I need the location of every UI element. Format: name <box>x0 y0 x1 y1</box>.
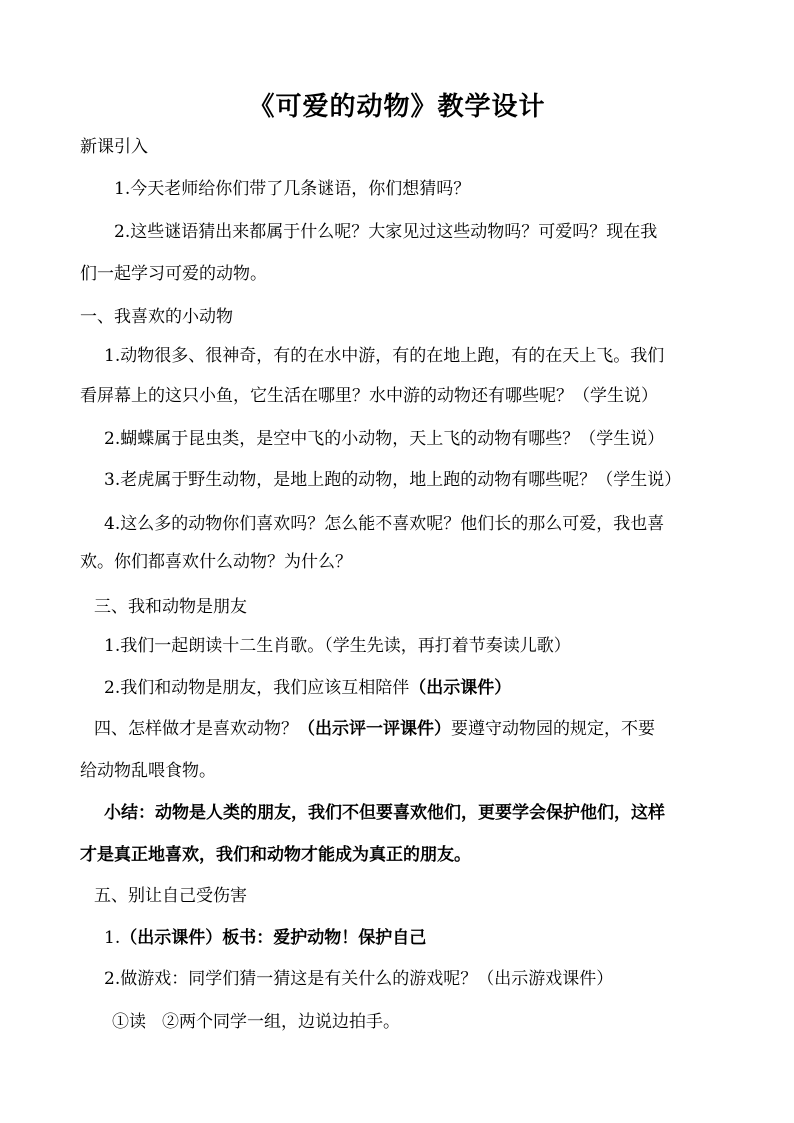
section-4-line-2: 给动物乱喂食物。 <box>80 761 216 781</box>
section-3-heading: 三、我和动物是朋友 <box>94 597 247 617</box>
section-1-paragraph-2: 2.蝴蝶属于昆虫类，是空中飞的小动物，天上飞的动物有哪些？（学生说） <box>104 429 665 449</box>
section-3-paragraph-2-text: 2.我们和动物是朋友，我们应该互相陪伴 <box>104 678 410 698</box>
section-5-paragraph-1 <box>104 926 426 950</box>
summary-line-2: 才是真正地喜欢，我们和动物才能成为真正的朋友。 <box>80 845 471 865</box>
section-5-paragraph-1-number: 1. <box>104 928 121 948</box>
section-4-heading-rest: 要遵守动物园的规定，不要 <box>451 719 655 739</box>
section-3-paragraph-2 <box>104 676 511 700</box>
summary-line-1: 小结：动物是人类的朋友，我们不但要喜欢他们，更要学会保护他们，这样 <box>104 803 665 823</box>
section-5-paragraph-2: 2.做游戏：同学们猜一猜这是有关什么的游戏呢？（出示游戏课件） <box>104 969 614 989</box>
intro-paragraph-2-line-2: 们一起学习可爱的动物。 <box>80 264 267 284</box>
section-1-paragraph-1-line-1: 1.动物很多、很神奇，有的在水中游，有的在地上跑，有的在天上飞。我们 <box>104 346 665 366</box>
section-1-paragraph-4-line-2: 欢。你们都喜欢什么动物？为什么？ <box>80 552 352 572</box>
section-1-heading: 一、我喜欢的小动物 <box>80 307 233 327</box>
intro-paragraph-1: 1.今天老师给你们带了几条谜语，你们想猜吗？ <box>114 179 471 199</box>
section-1-paragraph-1-line-2: 看屏幕上的这只小鱼，它生活在哪里？水中游的动物还有哪些呢？（学生说） <box>80 386 658 406</box>
section-5-heading: 五、别让自己受伤害 <box>94 886 247 906</box>
section-4-courseware-note: （出示评一评课件） <box>298 719 451 739</box>
section-4-heading-text: 四、怎样做才是喜欢动物？ <box>94 719 298 739</box>
intro-paragraph-2-line-1: 2.这些谜语猜出来都属于什么呢？大家见过这些动物吗？可爱吗？现在我 <box>114 222 658 242</box>
section-1-paragraph-4-line-1: 4.这么多的动物你们喜欢吗？怎么能不喜欢呢？他们长的那么可爱，我也喜 <box>104 514 665 534</box>
section-5-paragraph-1-board-note: （出示课件）板书：爱护动物！保护自己 <box>120 928 427 948</box>
section-5-paragraph-3 <box>112 1010 400 1034</box>
section-1-paragraph-3: 3.老虎属于野生动物，是地上跑的动物，地上跑的动物有哪些呢？（学生说） <box>104 470 682 490</box>
section-5-step-1: ①读 <box>112 1012 146 1032</box>
section-4-heading <box>94 717 655 741</box>
page-title: 《可爱的动物》教学设计 <box>248 92 546 122</box>
section-5-step-2: ②两个同学一组，边说边拍手。 <box>162 1012 400 1032</box>
section-3-paragraph-2-courseware-note: （出示课件） <box>409 678 512 698</box>
intro-heading: 新课引入 <box>80 137 148 157</box>
section-3-paragraph-1: 1.我们一起朗读十二生肖歌。（学生先读，再打着节奏读儿歌） <box>104 636 571 656</box>
